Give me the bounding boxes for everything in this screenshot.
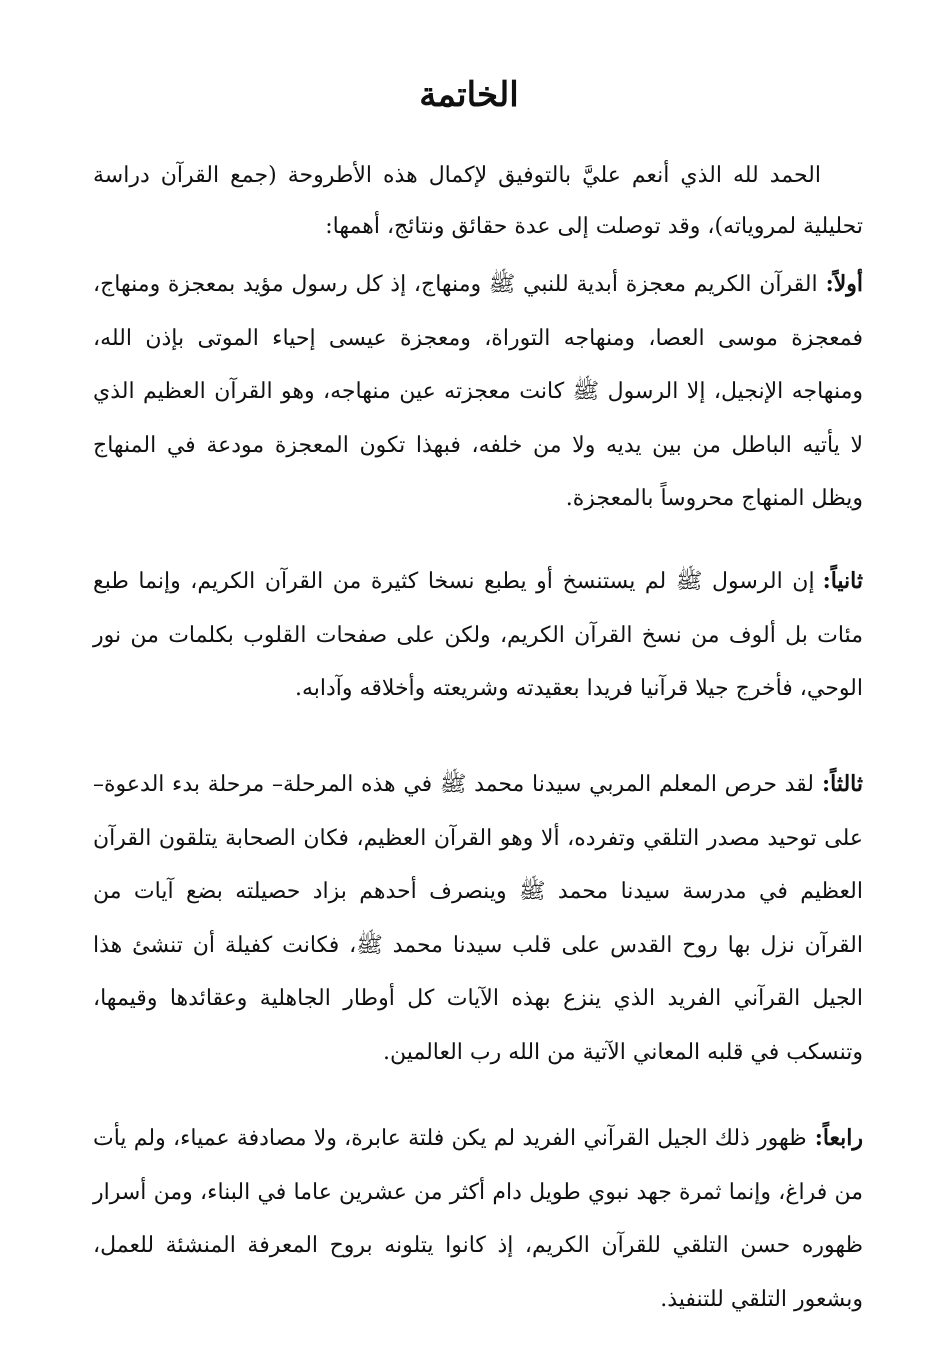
item-text: إن الرسول ﷺ لم يستنسخ أو يطبع نسخا كثيرة من القرآن الكريم، وإنما طبع مئات بل ألوف من نسخ القرآن الكريم، ولكن على صفحات القلوب بكلمات من نور الوحي، فأخرج جيلا قرآنيا فريدا بعقيدته وشريعته وأخلاقه وآدابه. xyxy=(93,569,863,701)
conclusion-item-3 xyxy=(93,758,863,1079)
conclusion-item-4 xyxy=(93,1112,863,1326)
item-label: ثانياً: xyxy=(822,568,863,594)
conclusion-item-1 xyxy=(93,258,863,526)
item-label: أولاً: xyxy=(825,271,863,297)
item-text: القرآن الكريم معجزة أبدية للنبي ﷺ ومنهاج، إذ كل رسول مؤيد بمعجزة ومنهاج، فمعجزة موسى العصا، ومنهاجه التوراة، ومعجزة عيسى إحياء الموتى بإذن الله، ومنهاجه الإنجيل، إلا الرسول ﷺ كانت معجزته عين منهاجه، وهو القرآن العظيم الذي لا يأتيه الباطل من بين يديه ولا من خلفه، فبهذا تكون المعجزة مودعة في المنهاج ويظل المنهاج محروساً بالمعجزة. xyxy=(93,272,863,511)
item-text: لقد حرص المعلم المربي سيدنا محمد ﷺ في هذه المرحلة– مرحلة بدء الدعوة– على توحيد مصدر التلقي وتفرده، ألا وهو القرآن العظيم، فكان الصحابة يتلقون القرآن العظيم في مدرسة سيدنا محمد ﷺ وينصرف أحدهم بزاد حصيلته بضع آيات من القرآن نزل بها روح القدس على قلب سيدنا محمد ﷺ، فكانت كفيلة أن تنشئ هذا الجيل القرآني الفريد الذي ينزع بهذه الآيات كل أوطار الجاهلية وعقائدها وقيمها، وتنسكب في قلبه المعاني الآتية من الله رب العالمين. xyxy=(93,772,863,1065)
conclusion-item-2 xyxy=(93,555,863,716)
item-label: ثالثاً: xyxy=(822,771,863,797)
item-text: ظهور ذلك الجيل القرآني الفريد لم يكن فلتة عابرة، ولا مصادفة عمياء، ولم يأت من فراغ، وإنما ثمرة جهد نبوي طويل دام أكثر من عشرين عاما في البناء، ومن أسرار ظهوره حسن التلقي للقرآن الكريم، إذ كانوا يتلونه بروح المعرفة المنشئة للعمل، وبشعور التلقي للتنفيذ. xyxy=(93,1126,863,1312)
item-label: رابعاً: xyxy=(814,1125,863,1151)
page-title: الخاتمة xyxy=(419,75,519,115)
intro-paragraph: الحمد لله الذي أنعم عليَّ بالتوفيق لإكمال هذه الأطروحة (جمع القرآن دراسة تحليلية لمروياته)، وقد توصلت إلى عدة حقائق ونتائج، أهمها: xyxy=(93,163,863,239)
